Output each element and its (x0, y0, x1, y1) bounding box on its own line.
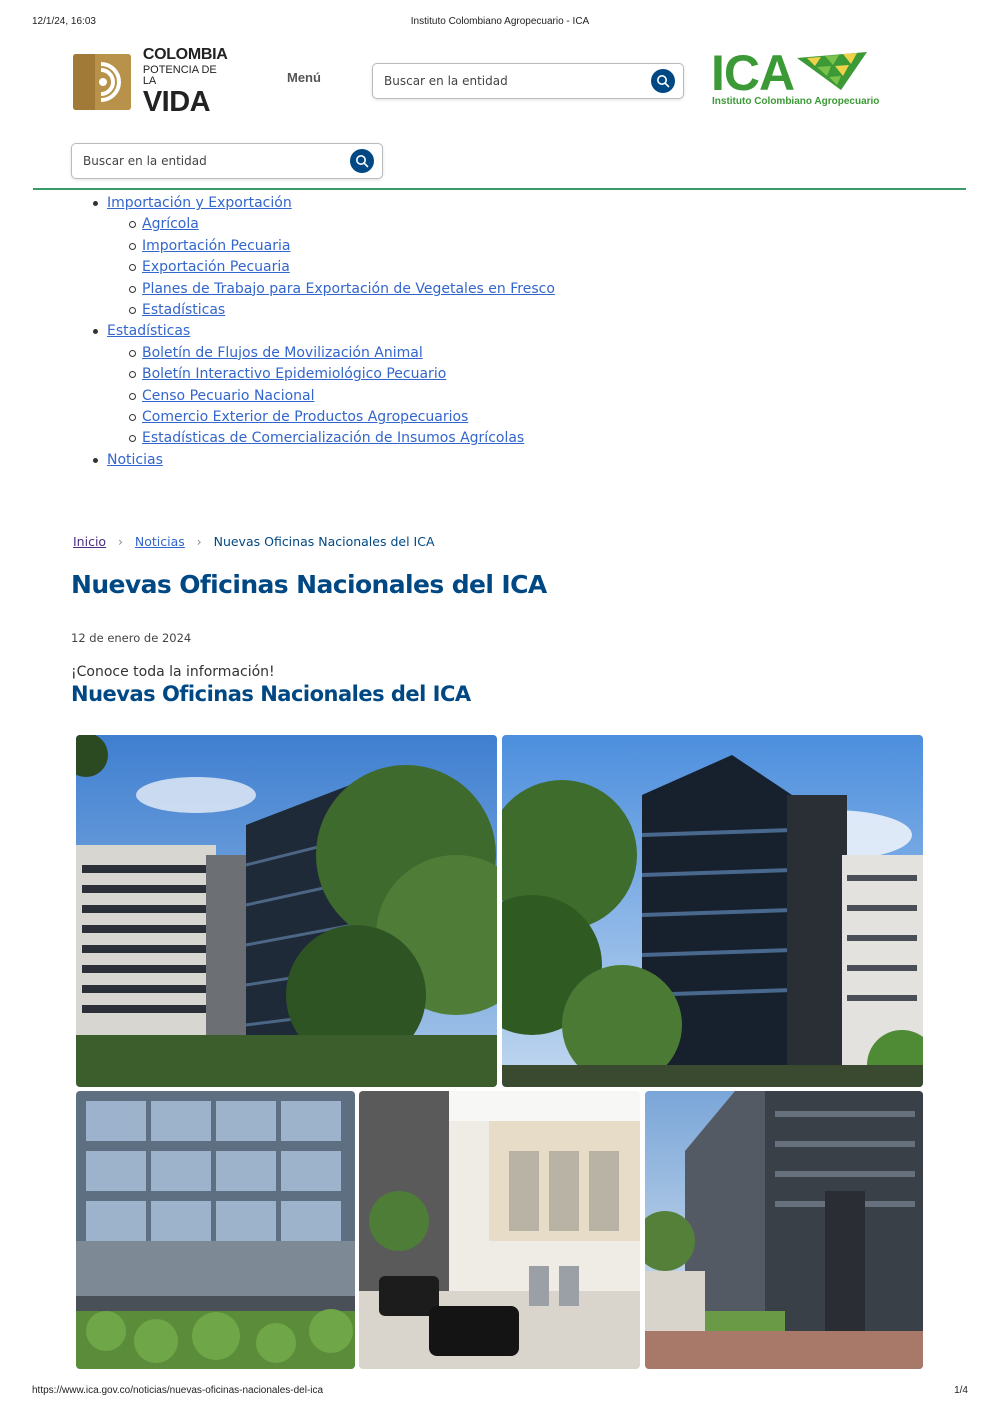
lobby-photo (359, 1091, 640, 1369)
breadcrumb-section-link[interactable]: Noticias (134, 534, 185, 549)
nav-subitem[interactable] (142, 407, 555, 428)
nav-sublink[interactable]: Boletín de Flujos de Movilización Animal (142, 344, 423, 361)
nav-subitem[interactable] (142, 428, 555, 449)
nav-sublink[interactable]: Censo Pecuario Nacional (142, 387, 315, 404)
nav-subitem[interactable] (142, 257, 555, 278)
search-icon (656, 74, 670, 88)
nav-sublink[interactable]: Agrícola (142, 216, 199, 233)
breadcrumb-current: Nuevas Oficinas Nacionales del ICA (213, 534, 435, 549)
nav-sublink[interactable]: Estadísticas (142, 302, 226, 319)
nav-subitem[interactable] (142, 214, 555, 235)
nav-link[interactable]: Estadísticas (107, 323, 191, 340)
header-search-input[interactable] (372, 63, 684, 99)
breadcrumb (73, 534, 435, 549)
nav-link[interactable]: Noticias (107, 451, 163, 468)
nav-subitem[interactable] (142, 343, 555, 364)
page-title: Nuevas Oficinas Nacionales del ICA (71, 570, 547, 599)
building-photo-1 (76, 735, 497, 1087)
print-page-title: Instituto Colombiano Agropecuario - ICA (410, 16, 590, 27)
header-search-placeholder: Buscar en la entidad (384, 74, 508, 88)
chevron-right-icon: › (196, 534, 202, 549)
secondary-search-placeholder: Buscar en la entidad (83, 154, 207, 168)
print-url: https://www.ica.gov.co/noticias/nuevas-oficinas-nacionales-del-ica (32, 1385, 324, 1396)
header-divider (33, 188, 966, 190)
nav-sublink[interactable]: Exportación Pecuaria (142, 259, 290, 276)
gov-logo-line3: VIDA (142, 86, 211, 118)
nav-link[interactable]: Importación y Exportación (107, 195, 292, 211)
nav-item-estadisticas[interactable] (107, 321, 555, 342)
secondary-search-input[interactable] (71, 143, 383, 179)
header-search-button[interactable] (651, 69, 675, 93)
breadcrumb-home-link[interactable]: Inicio (73, 534, 107, 549)
building-photo-4 (645, 1091, 923, 1369)
ica-logo-letters: ICA (711, 45, 795, 101)
nav-sublink[interactable]: Planes de Trabajo para Exportación de Vegetales en Fresco (142, 280, 555, 297)
nav-item-importacion-exportacion[interactable] (107, 193, 555, 214)
nav-sublink[interactable]: Boletín Interactivo Epidemiológico Pecuario (142, 366, 447, 383)
nav-sublink[interactable]: Estadísticas de Comercialización de Insumos Agrícolas (142, 430, 525, 447)
building-photo-2 (502, 735, 923, 1087)
gov-logo-line2: POTENCIA DE LA (142, 64, 217, 87)
article-date: 12 de enero de 2024 (71, 631, 192, 645)
ica-logo-subtitle: Instituto Colombiano Agropecuario (712, 96, 880, 107)
nav-menu-list (107, 193, 555, 471)
building-photo-3 (76, 1091, 355, 1369)
nav-item-noticias[interactable] (107, 450, 555, 471)
ica-logo[interactable] (711, 45, 880, 110)
print-datetime: 12/1/24, 16:03 (32, 16, 96, 27)
nav-sublink[interactable]: Importación Pecuaria (142, 237, 291, 254)
gov-logo-mark-icon (73, 54, 131, 110)
nav-sublink[interactable]: Comercio Exterior de Productos Agropecuarios (142, 409, 469, 426)
print-header (32, 16, 968, 30)
menu-button[interactable]: Menú (287, 70, 321, 85)
nav-subitem[interactable] (142, 300, 555, 321)
ica-logo-mark-icon (797, 52, 867, 92)
chevron-right-icon: › (118, 534, 123, 549)
gov-logo-line1: COLOMBIA (142, 46, 228, 63)
nav-subitem[interactable] (142, 386, 555, 407)
article-lead: ¡Conoce toda la información! (71, 664, 275, 680)
print-page-number: 1/4 (954, 1385, 968, 1396)
colombia-potencia-de-la-vida-logo[interactable] (73, 46, 233, 118)
nav-subitem[interactable] (142, 236, 555, 257)
print-footer (32, 1385, 968, 1399)
nav-subitem[interactable] (142, 279, 555, 300)
article-subtitle: Nuevas Oficinas Nacionales del ICA (71, 682, 471, 706)
secondary-search-button[interactable] (350, 149, 374, 173)
search-icon (355, 154, 369, 168)
nav-subitem[interactable] (142, 364, 555, 385)
